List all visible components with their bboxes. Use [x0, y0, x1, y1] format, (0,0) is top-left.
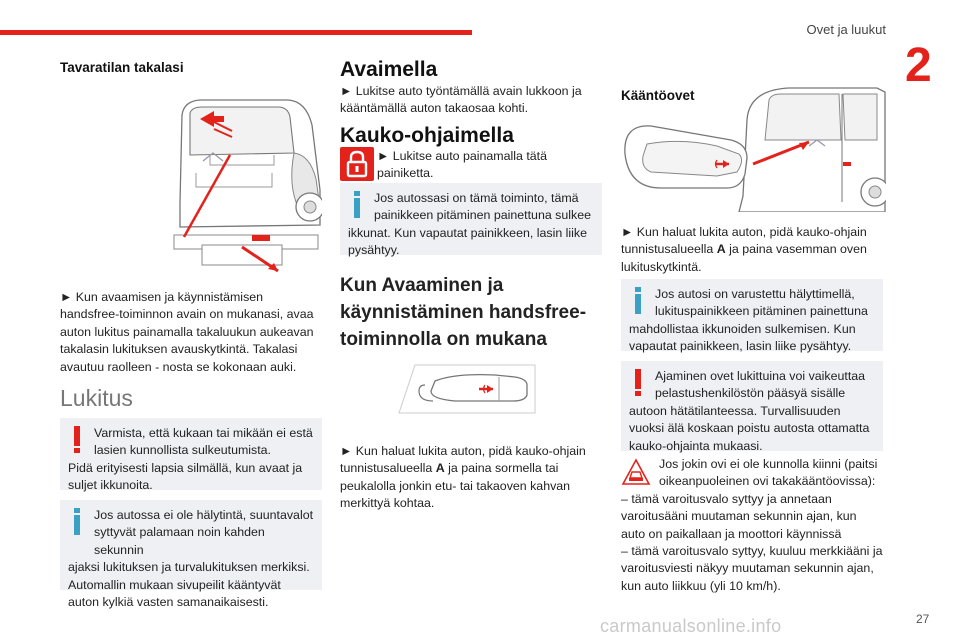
- swing-door-lock-text: [621, 224, 883, 276]
- door-open-caution-item-2: – tämä varoitusvalo syttyy, kuuluu merkkiääni ja varoitusviesti näkyy muutaman sekunnin ajan, kun auto liikkuu (yli 10 km/h).: [621, 544, 883, 593]
- header-accent-bar: [0, 30, 472, 35]
- heading-kauko-ohjaimella: Kauko-ohjaimella: [340, 124, 514, 147]
- swing-door-lock-text-a: ► Kun haluat lukita auton, pidä kauko-ohjain tunnistusalueella: [621, 225, 867, 257]
- zone-label-a: A: [435, 461, 445, 476]
- info-icon: [66, 506, 88, 536]
- warning-note-locked-driving-rest: autoon hätätilanteessa. Turvallisuuden vuoksi älä koskaan poistu autosta ottamatta kauko-ohjainta mukaasi.: [629, 403, 870, 453]
- remote-lock-button-box: [340, 147, 374, 181]
- door-handle-illustration: [395, 355, 545, 415]
- door-open-caution: [621, 456, 883, 595]
- page-number: 27: [916, 612, 930, 626]
- info-note-remote-windows: [340, 183, 602, 258]
- remote-lock-text: ► Lukitse auto painamalla tätä painiketta.: [377, 149, 548, 181]
- info-note-alarm-rest: mahdollistaa ikkunoiden sulkemisen. Kun vapautat painikkeen, lasin liike pysähtyy.: [629, 321, 856, 354]
- info-note-indicators: [60, 500, 322, 610]
- info-note-alarm-first: Jos autosi on varustettu hälyttimellä, lukituspainikkeen pitäminen painettuna: [655, 287, 868, 319]
- warning-note-windows-first: Varmista, että kukaan tai mikään ei estä lasien kunnollista sulkeutumista.: [94, 426, 313, 458]
- warning-note-windows: [60, 418, 322, 493]
- info-icon: [346, 189, 368, 219]
- heading-lukitus: Lukitus: [60, 385, 133, 411]
- watermark: carmanualsonline.info: [600, 616, 782, 636]
- handsfree-lock-text: [340, 443, 602, 513]
- heading-handsfree: Kun Avaaminen ja käynnistäminen handsfree-toiminnolla on mukana: [340, 275, 587, 350]
- rear-window-illustration: [170, 95, 322, 275]
- handsfree-lock-text-a: ► Kun haluat lukita auton, pidä kauko-ohjain tunnistusalueella: [340, 444, 586, 476]
- info-note-remote-windows-rest: ikkunat. Kun vapautat painikkeen, lasin liike pysähtyy.: [348, 225, 588, 258]
- heading-kaantoovet: Kääntöovet: [621, 88, 695, 103]
- heading-rear-window: Tavaratilan takalasi: [60, 60, 184, 75]
- warning-exclamation-icon: [627, 367, 649, 397]
- handsfree-lock-text-c: ja paina sormella tai peukalolla jonkin etu- tai takaoven kahvan merkittyä kohtaa.: [340, 461, 571, 511]
- rear-window-text: ► Kun avaamisen ja käynnistämisen handsfree-toiminnon avain on mukanasi, avaa auton lukitus painamalla takaluukun aukeavan takalasin lukituksen avauskytkintä. Takalasi avautuu raolleen - nosta se kokonaan auki.: [60, 290, 314, 374]
- warning-exclamation-icon: [66, 424, 88, 454]
- heading-avaimella: Avaimella: [340, 58, 438, 81]
- chapter-number: 2: [905, 39, 932, 92]
- key-lock-text: ► Lukitse auto työntämällä avain lukkoon ja kääntämällä auton takaosaa kohti.: [340, 84, 582, 116]
- warning-note-locked-driving: [621, 361, 883, 451]
- warning-note-windows-rest: Pidä erityisesti lapsia silmällä, kun avaat ja suljet ikkunoita.: [68, 460, 303, 493]
- swing-doors-illustration: [621, 84, 886, 212]
- zone-label-a-2: A: [716, 242, 726, 257]
- info-note-alarm: [621, 279, 883, 354]
- swing-door-lock-text-c: ja paina vasemman oven lukituskytkintä.: [621, 242, 867, 274]
- info-note-remote-windows-first: Jos autossasi on tämä toiminto, tämä painikkeen pitäminen painettuna sulkee: [374, 191, 591, 223]
- info-icon: [627, 285, 649, 315]
- warning-note-locked-driving-first: Ajaminen ovet lukittuina voi vaikeuttaa pelastushenkilöstön pääsyä sisälle: [655, 369, 866, 401]
- car-door-open-warning-icon: [621, 458, 651, 488]
- door-open-caution-first: Jos jokin ovi ei ole kunnolla kiinni (paitsi oikeanpuoleinen ovi takakääntöovissa):: [659, 457, 878, 489]
- info-note-indicators-first: Jos autossa ei ole hälytintä, suuntavalot syttyvät palamaan noin kahden sekunnin: [94, 508, 314, 557]
- section-header-title: Ovet ja luukut: [806, 22, 886, 37]
- info-note-indicators-rest: ajaksi lukituksen ja turvalukituksen merkiksi. Automallin mukaan sivupeilit kääntyvät auton kylkiä vasten samanaikaisesti.: [68, 560, 310, 610]
- door-open-caution-item-1: – tämä varoitusvalo syttyy ja annetaan varoitusääni muutaman sekunnin ajan, kun auto on paikallaan ja moottori käynnissä: [621, 491, 857, 541]
- padlock-icon: [340, 147, 374, 181]
